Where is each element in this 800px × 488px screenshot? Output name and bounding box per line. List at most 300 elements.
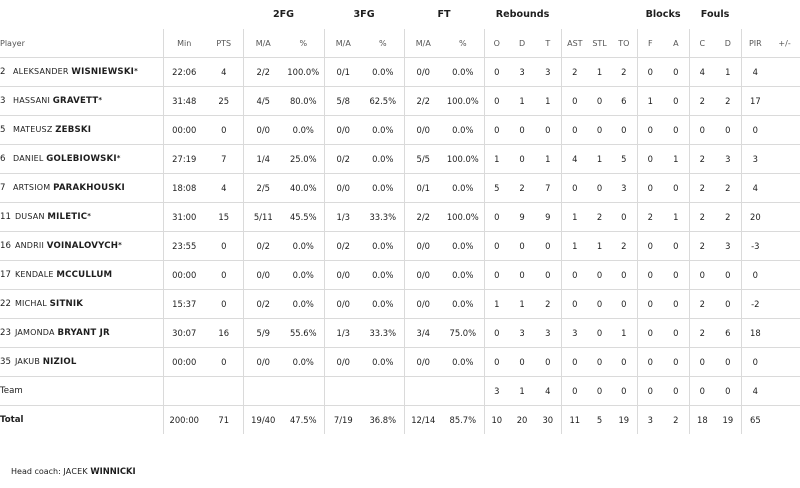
cell-blocks-against: 0 [663, 377, 689, 406]
header-3fg-pct: % [378, 38, 387, 48]
column-header-row [0, 29, 800, 58]
cell-fg3-pct: 0.0% [362, 116, 404, 145]
cell-tot-rebounds: 30 [535, 406, 561, 435]
cell-fg2-pct: 40.0% [283, 174, 324, 203]
cell-blocks-for: 0 [637, 261, 663, 290]
cell-blocks-for: 3 [637, 406, 663, 435]
cell-fouls-drawn: 2 [715, 87, 741, 116]
player-number: 2 [0, 67, 6, 77]
cell-fg3-made-att: 5/8 [324, 87, 362, 116]
cell-turnovers: 0 [611, 203, 637, 232]
player-row[interactable] [0, 174, 800, 203]
cell-blocks-for: 2 [637, 203, 663, 232]
cell-steals: 2 [588, 203, 611, 232]
header-2fg-ma: M/A [243, 29, 283, 58]
cell-plus-minus [769, 87, 800, 116]
cell-pir: 4 [741, 58, 769, 87]
cell-fg3-pct: 33.3% [362, 203, 404, 232]
cell-ft-made-att: 0/0 [404, 58, 442, 87]
cell-ft-made-att: 0/0 [404, 290, 442, 319]
cell-assists: 4 [561, 145, 588, 174]
cell-def-rebounds: 3 [509, 58, 535, 87]
cell-def-rebounds: 3 [509, 319, 535, 348]
cell-ft-pct: 100.0% [442, 145, 484, 174]
cell-steals: 0 [588, 261, 611, 290]
cell-points: 16 [205, 319, 243, 348]
player-last-name: BRYANT JR [57, 328, 110, 338]
cell-minutes: 15:37 [163, 290, 205, 319]
cell-fg3-pct: 0.0% [362, 348, 404, 377]
cell-pir: 0 [741, 348, 769, 377]
header-pts: PTS [216, 38, 232, 48]
cell-fouls-committed: 0 [689, 348, 715, 377]
player-name-cell[interactable] [0, 348, 163, 377]
player-name-cell[interactable] [0, 232, 163, 261]
header-reb-t: T [545, 38, 551, 48]
cell-fg2-pct: 0.0% [283, 261, 324, 290]
cell-turnovers: 3 [611, 174, 637, 203]
player-row[interactable] [0, 116, 800, 145]
cell-ft-made-att: 5/5 [404, 145, 442, 174]
cell-plus-minus [769, 174, 800, 203]
cell-tot-rebounds: 0 [535, 232, 561, 261]
cell-off-rebounds: 3 [484, 377, 509, 406]
cell-tot-rebounds: 0 [535, 348, 561, 377]
player-name-cell[interactable] [0, 58, 163, 87]
cell-fg2-made-att: 0/2 [243, 232, 283, 261]
cell-plus-minus [769, 406, 800, 435]
cell-points: 0 [205, 348, 243, 377]
cell-fg3-made-att: 0/2 [324, 232, 362, 261]
header-ft-pct: % [458, 38, 467, 48]
cell-blocks-against: 0 [663, 261, 689, 290]
cell-points: 0 [205, 290, 243, 319]
cell-blocks-against: 0 [663, 58, 689, 87]
cell-off-rebounds: 5 [484, 174, 509, 203]
player-first-name: ARTSIOM [13, 183, 51, 192]
head-coach-last-name: WINNICKI [90, 466, 136, 476]
cell-fg3-pct: 62.5% [362, 87, 404, 116]
player-first-name: JAKUB [14, 357, 41, 366]
cell-tot-rebounds: 9 [535, 203, 561, 232]
cell-assists: 1 [561, 232, 588, 261]
cell-fg3-made-att: 1/3 [324, 203, 362, 232]
cell-plus-minus [769, 203, 800, 232]
player-row[interactable] [0, 58, 800, 87]
cell-fouls-drawn: 19 [715, 406, 741, 435]
player-last-name: WISNIEWSKI [71, 67, 135, 77]
header-blk-a: A [673, 38, 679, 48]
cell-fouls-committed: 2 [689, 87, 715, 116]
cell-assists: 11 [561, 406, 588, 435]
cell-ft-pct: 100.0% [442, 87, 484, 116]
cell-points: 0 [205, 116, 243, 145]
player-last-name: MILETIC [47, 212, 88, 222]
cell-fouls-committed: 2 [689, 174, 715, 203]
cell-ft-made-att: 0/0 [404, 116, 442, 145]
cell-fouls-drawn: 0 [715, 377, 741, 406]
cell-def-rebounds: 20 [509, 406, 535, 435]
cell-turnovers: 2 [611, 232, 637, 261]
starter-marker: * [98, 96, 103, 104]
player-name-cell[interactable] [0, 290, 163, 319]
cell-tot-rebounds: 7 [535, 174, 561, 203]
cell-fg2-pct: 80.0% [283, 87, 324, 116]
cell-off-rebounds: 0 [484, 116, 509, 145]
cell-ft-made-att: 0/0 [404, 261, 442, 290]
cell-blocks-against: 2 [663, 406, 689, 435]
player-last-name: VOINALOVYCH [46, 241, 119, 251]
player-row[interactable] [0, 348, 800, 377]
player-row[interactable] [0, 232, 800, 261]
cell-pir: -3 [741, 232, 769, 261]
cell-minutes: 00:00 [163, 348, 205, 377]
cell-fouls-drawn: 1 [715, 58, 741, 87]
head-coach [11, 466, 136, 476]
cell-steals: 5 [588, 406, 611, 435]
header-reb-o: O [484, 29, 509, 58]
cell-fg2-pct: 0.0% [283, 290, 324, 319]
cell-blocks-for: 0 [637, 232, 663, 261]
cell-off-rebounds: 0 [484, 58, 509, 87]
cell-assists: 3 [561, 319, 588, 348]
cell-assists: 0 [561, 174, 588, 203]
player-number: 6 [0, 154, 6, 164]
cell-tot-rebounds: 1 [535, 87, 561, 116]
cell-assists: 0 [561, 377, 588, 406]
cell-plus-minus [769, 145, 800, 174]
player-row[interactable] [0, 145, 800, 174]
cell-tot-rebounds: 2 [535, 290, 561, 319]
cell-assists: 0 [561, 290, 588, 319]
starter-marker: * [118, 241, 122, 249]
cell-ft-pct: 75.0% [442, 319, 484, 348]
cell-off-rebounds: 1 [484, 145, 509, 174]
cell-plus-minus [769, 348, 800, 377]
group-rebounds: Rebounds [495, 9, 550, 20]
header-min: Min [163, 29, 205, 58]
player-name-cell[interactable] [0, 203, 163, 232]
header-stl: STL [592, 38, 607, 48]
cell-ft-pct: 85.7% [442, 406, 484, 435]
cell-pir: 20 [741, 203, 769, 232]
player-first-name: HASSANI [13, 96, 51, 105]
cell-points: 71 [205, 406, 243, 435]
header-reb-d: D [518, 38, 526, 48]
header-pir: PIR [741, 29, 769, 58]
cell-minutes [163, 377, 205, 406]
cell-fouls-committed: 2 [689, 232, 715, 261]
cell-blocks-against: 0 [663, 116, 689, 145]
player-row[interactable] [0, 203, 800, 232]
cell-fg3-pct: 0.0% [362, 232, 404, 261]
cell-blocks-against: 0 [663, 232, 689, 261]
cell-fg3-made-att: 0/0 [324, 174, 362, 203]
header-foul-c: C [689, 29, 715, 58]
cell-fouls-committed: 2 [689, 319, 715, 348]
cell-fg2-made-att: 0/0 [243, 348, 283, 377]
cell-fg3-pct: 33.3% [362, 319, 404, 348]
player-row[interactable] [0, 261, 800, 290]
cell-ft-made-att: 12/14 [404, 406, 442, 435]
player-first-name: ANDRII [14, 241, 45, 250]
player-number: 17 [0, 270, 11, 280]
cell-minutes: 31:00 [163, 203, 205, 232]
cell-points: 15 [205, 203, 243, 232]
cell-steals: 0 [588, 116, 611, 145]
group-fouls: Fouls [700, 9, 730, 20]
cell-def-rebounds: 1 [509, 290, 535, 319]
cell-ft-pct: 0.0% [442, 58, 484, 87]
cell-points: 25 [205, 87, 243, 116]
cell-ft-made-att: 0/0 [404, 232, 442, 261]
cell-fouls-drawn: 6 [715, 319, 741, 348]
cell-fg2-pct: 0.0% [283, 348, 324, 377]
starter-marker: * [116, 154, 121, 162]
cell-fouls-committed: 4 [689, 58, 715, 87]
cell-pir: 4 [741, 174, 769, 203]
cell-tot-rebounds: 0 [535, 116, 561, 145]
cell-fg3-made-att: 0/2 [324, 145, 362, 174]
cell-off-rebounds: 0 [484, 232, 509, 261]
player-name-cell[interactable] [0, 174, 163, 203]
cell-fg2-made-att: 19/40 [243, 406, 283, 435]
cell-turnovers: 2 [611, 58, 637, 87]
cell-blocks-for: 0 [637, 348, 663, 377]
cell-pir: 4 [741, 377, 769, 406]
cell-ft-pct: 0.0% [442, 116, 484, 145]
player-name-cell[interactable] [0, 87, 163, 116]
cell-blocks-for: 0 [637, 174, 663, 203]
cell-fg3-made-att [324, 377, 362, 406]
player-number: 16 [0, 241, 11, 251]
cell-tot-rebounds: 1 [535, 145, 561, 174]
player-row[interactable] [0, 319, 800, 348]
cell-pir: 3 [741, 145, 769, 174]
cell-fg2-made-att: 0/2 [243, 290, 283, 319]
player-first-name: KENDALE [14, 270, 54, 279]
cell-minutes: 18:08 [163, 174, 205, 203]
cell-ft-pct: 0.0% [442, 348, 484, 377]
player-last-name: ZEBSKI [55, 125, 92, 135]
cell-points [205, 377, 243, 406]
cell-off-rebounds: 0 [484, 203, 509, 232]
cell-fg3-pct: 0.0% [362, 290, 404, 319]
cell-ft-made-att: 2/2 [404, 87, 442, 116]
cell-points: 4 [205, 58, 243, 87]
cell-ft-pct: 100.0% [442, 203, 484, 232]
cell-fg3-made-att: 0/1 [324, 58, 362, 87]
cell-pir: 65 [741, 406, 769, 435]
cell-blocks-for: 0 [637, 145, 663, 174]
cell-steals: 0 [588, 87, 611, 116]
head-coach-label: Head coach: [11, 467, 61, 476]
cell-turnovers: 5 [611, 145, 637, 174]
cell-fg3-pct: 0.0% [362, 58, 404, 87]
cell-tot-rebounds: 0 [535, 261, 561, 290]
cell-fg2-made-att: 5/11 [243, 203, 283, 232]
player-first-name: DUSAN [14, 212, 45, 221]
cell-blocks-against: 0 [663, 319, 689, 348]
cell-fouls-drawn: 3 [715, 145, 741, 174]
cell-ft-made-att: 0/1 [404, 174, 442, 203]
cell-fg2-made-att: 0/0 [243, 261, 283, 290]
header-3fg-ma: M/A [324, 29, 362, 58]
cell-fg3-pct: 0.0% [362, 261, 404, 290]
cell-fg2-pct: 25.0% [283, 145, 324, 174]
cell-fouls-committed: 2 [689, 203, 715, 232]
cell-points: 0 [205, 232, 243, 261]
cell-fouls-drawn: 0 [715, 261, 741, 290]
cell-plus-minus [769, 116, 800, 145]
cell-def-rebounds: 2 [509, 174, 535, 203]
player-name-cell[interactable] [0, 116, 163, 145]
cell-fouls-committed: 2 [689, 145, 715, 174]
cell-ft-pct: 0.0% [442, 261, 484, 290]
cell-ft-made-att: 0/0 [404, 348, 442, 377]
cell-tot-rebounds: 4 [535, 377, 561, 406]
cell-blocks-against: 1 [663, 145, 689, 174]
cell-fg2-made-att: 5/9 [243, 319, 283, 348]
cell-blocks-for: 1 [637, 87, 663, 116]
cell-fouls-drawn: 0 [715, 116, 741, 145]
player-last-name: MCCULLUM [56, 270, 113, 280]
cell-fouls-committed: 0 [689, 377, 715, 406]
group-3fg: 3FG [353, 9, 375, 20]
cell-steals: 1 [588, 232, 611, 261]
cell-fg2-pct: 45.5% [283, 203, 324, 232]
player-name-cell[interactable] [0, 145, 163, 174]
header-plusminus: +/- [778, 38, 791, 48]
player-name-cell[interactable] [0, 261, 163, 290]
cell-fouls-drawn: 2 [715, 174, 741, 203]
group-ft: FT [437, 9, 451, 20]
cell-fg2-made-att: 2/2 [243, 58, 283, 87]
cell-off-rebounds: 1 [484, 290, 509, 319]
cell-fg3-made-att: 1/3 [324, 319, 362, 348]
cell-fg2-pct: 100.0% [283, 58, 324, 87]
cell-steals: 0 [588, 319, 611, 348]
cell-fouls-drawn: 0 [715, 290, 741, 319]
player-first-name: MATEUSZ [13, 125, 53, 134]
header-blk-f: F [637, 29, 663, 58]
cell-fouls-committed: 0 [689, 116, 715, 145]
player-number: 22 [0, 299, 11, 309]
cell-points: 7 [205, 145, 243, 174]
cell-turnovers: 0 [611, 377, 637, 406]
cell-points: 4 [205, 174, 243, 203]
cell-fg3-pct: 36.8% [362, 406, 404, 435]
starter-marker: * [87, 212, 91, 220]
player-row[interactable] [0, 87, 800, 116]
cell-steals: 0 [588, 348, 611, 377]
cell-steals: 0 [588, 174, 611, 203]
cell-fg2-pct: 55.6% [283, 319, 324, 348]
cell-turnovers: 0 [611, 290, 637, 319]
cell-minutes: 27:19 [163, 145, 205, 174]
player-first-name: DANIEL [13, 154, 44, 163]
cell-blocks-for: 0 [637, 58, 663, 87]
player-last-name: GOLEBIOWSKI [46, 154, 117, 164]
team-row [0, 377, 800, 406]
team-label: Team [0, 377, 163, 406]
player-rows [0, 58, 800, 435]
cell-off-rebounds: 0 [484, 87, 509, 116]
header-to: TO [618, 38, 630, 48]
cell-turnovers: 0 [611, 261, 637, 290]
group-2fg: 2FG [272, 9, 295, 20]
cell-ft-pct: 0.0% [442, 174, 484, 203]
cell-fg2-pct: 47.5% [283, 406, 324, 435]
cell-minutes: 22:06 [163, 58, 205, 87]
cell-off-rebounds: 10 [484, 406, 509, 435]
cell-minutes: 31:48 [163, 87, 205, 116]
cell-ft-pct [442, 377, 484, 406]
total-label: Total [0, 406, 163, 435]
cell-fg3-made-att: 0/0 [324, 290, 362, 319]
cell-fg2-made-att: 1/4 [243, 145, 283, 174]
cell-off-rebounds: 0 [484, 319, 509, 348]
cell-def-rebounds: 0 [509, 348, 535, 377]
cell-fg3-made-att: 0/0 [324, 116, 362, 145]
cell-fg3-pct: 0.0% [362, 145, 404, 174]
player-first-name: JAMONDA [14, 328, 55, 337]
cell-def-rebounds: 0 [509, 145, 535, 174]
group-blocks: Blocks [645, 9, 681, 20]
cell-fg2-pct [283, 377, 324, 406]
cell-blocks-for: 0 [637, 290, 663, 319]
starter-marker: * [134, 67, 138, 75]
cell-steals: 1 [588, 58, 611, 87]
header-2fg-pct: % [299, 38, 308, 48]
player-first-name: MICHAL [14, 299, 47, 308]
cell-plus-minus [769, 261, 800, 290]
cell-ft-made-att: 3/4 [404, 319, 442, 348]
cell-pir: 0 [741, 116, 769, 145]
cell-plus-minus [769, 319, 800, 348]
cell-assists: 2 [561, 58, 588, 87]
cell-minutes: 30:07 [163, 319, 205, 348]
cell-points: 0 [205, 261, 243, 290]
player-row[interactable] [0, 290, 800, 319]
cell-tot-rebounds: 3 [535, 319, 561, 348]
cell-turnovers: 19 [611, 406, 637, 435]
player-last-name: PARAKHOUSKI [53, 183, 125, 193]
cell-plus-minus [769, 232, 800, 261]
cell-fg3-made-att: 0/0 [324, 348, 362, 377]
cell-fg2-made-att [243, 377, 283, 406]
header-foul-d: D [724, 38, 731, 48]
cell-fouls-drawn: 2 [715, 203, 741, 232]
cell-def-rebounds: 1 [509, 377, 535, 406]
player-name-cell[interactable] [0, 319, 163, 348]
cell-assists: 1 [561, 203, 588, 232]
cell-plus-minus [769, 290, 800, 319]
cell-turnovers: 0 [611, 348, 637, 377]
cell-fg2-made-att: 0/0 [243, 116, 283, 145]
player-last-name: SITNIK [49, 299, 84, 309]
cell-pir: -2 [741, 290, 769, 319]
cell-assists: 0 [561, 87, 588, 116]
cell-pir: 18 [741, 319, 769, 348]
cell-fg2-pct: 0.0% [283, 116, 324, 145]
cell-blocks-against: 0 [663, 290, 689, 319]
cell-assists: 0 [561, 261, 588, 290]
cell-assists: 0 [561, 348, 588, 377]
player-first-name: ALEKSANDER [13, 67, 69, 76]
player-number: 5 [0, 125, 6, 135]
cell-minutes: 200:00 [163, 406, 205, 435]
